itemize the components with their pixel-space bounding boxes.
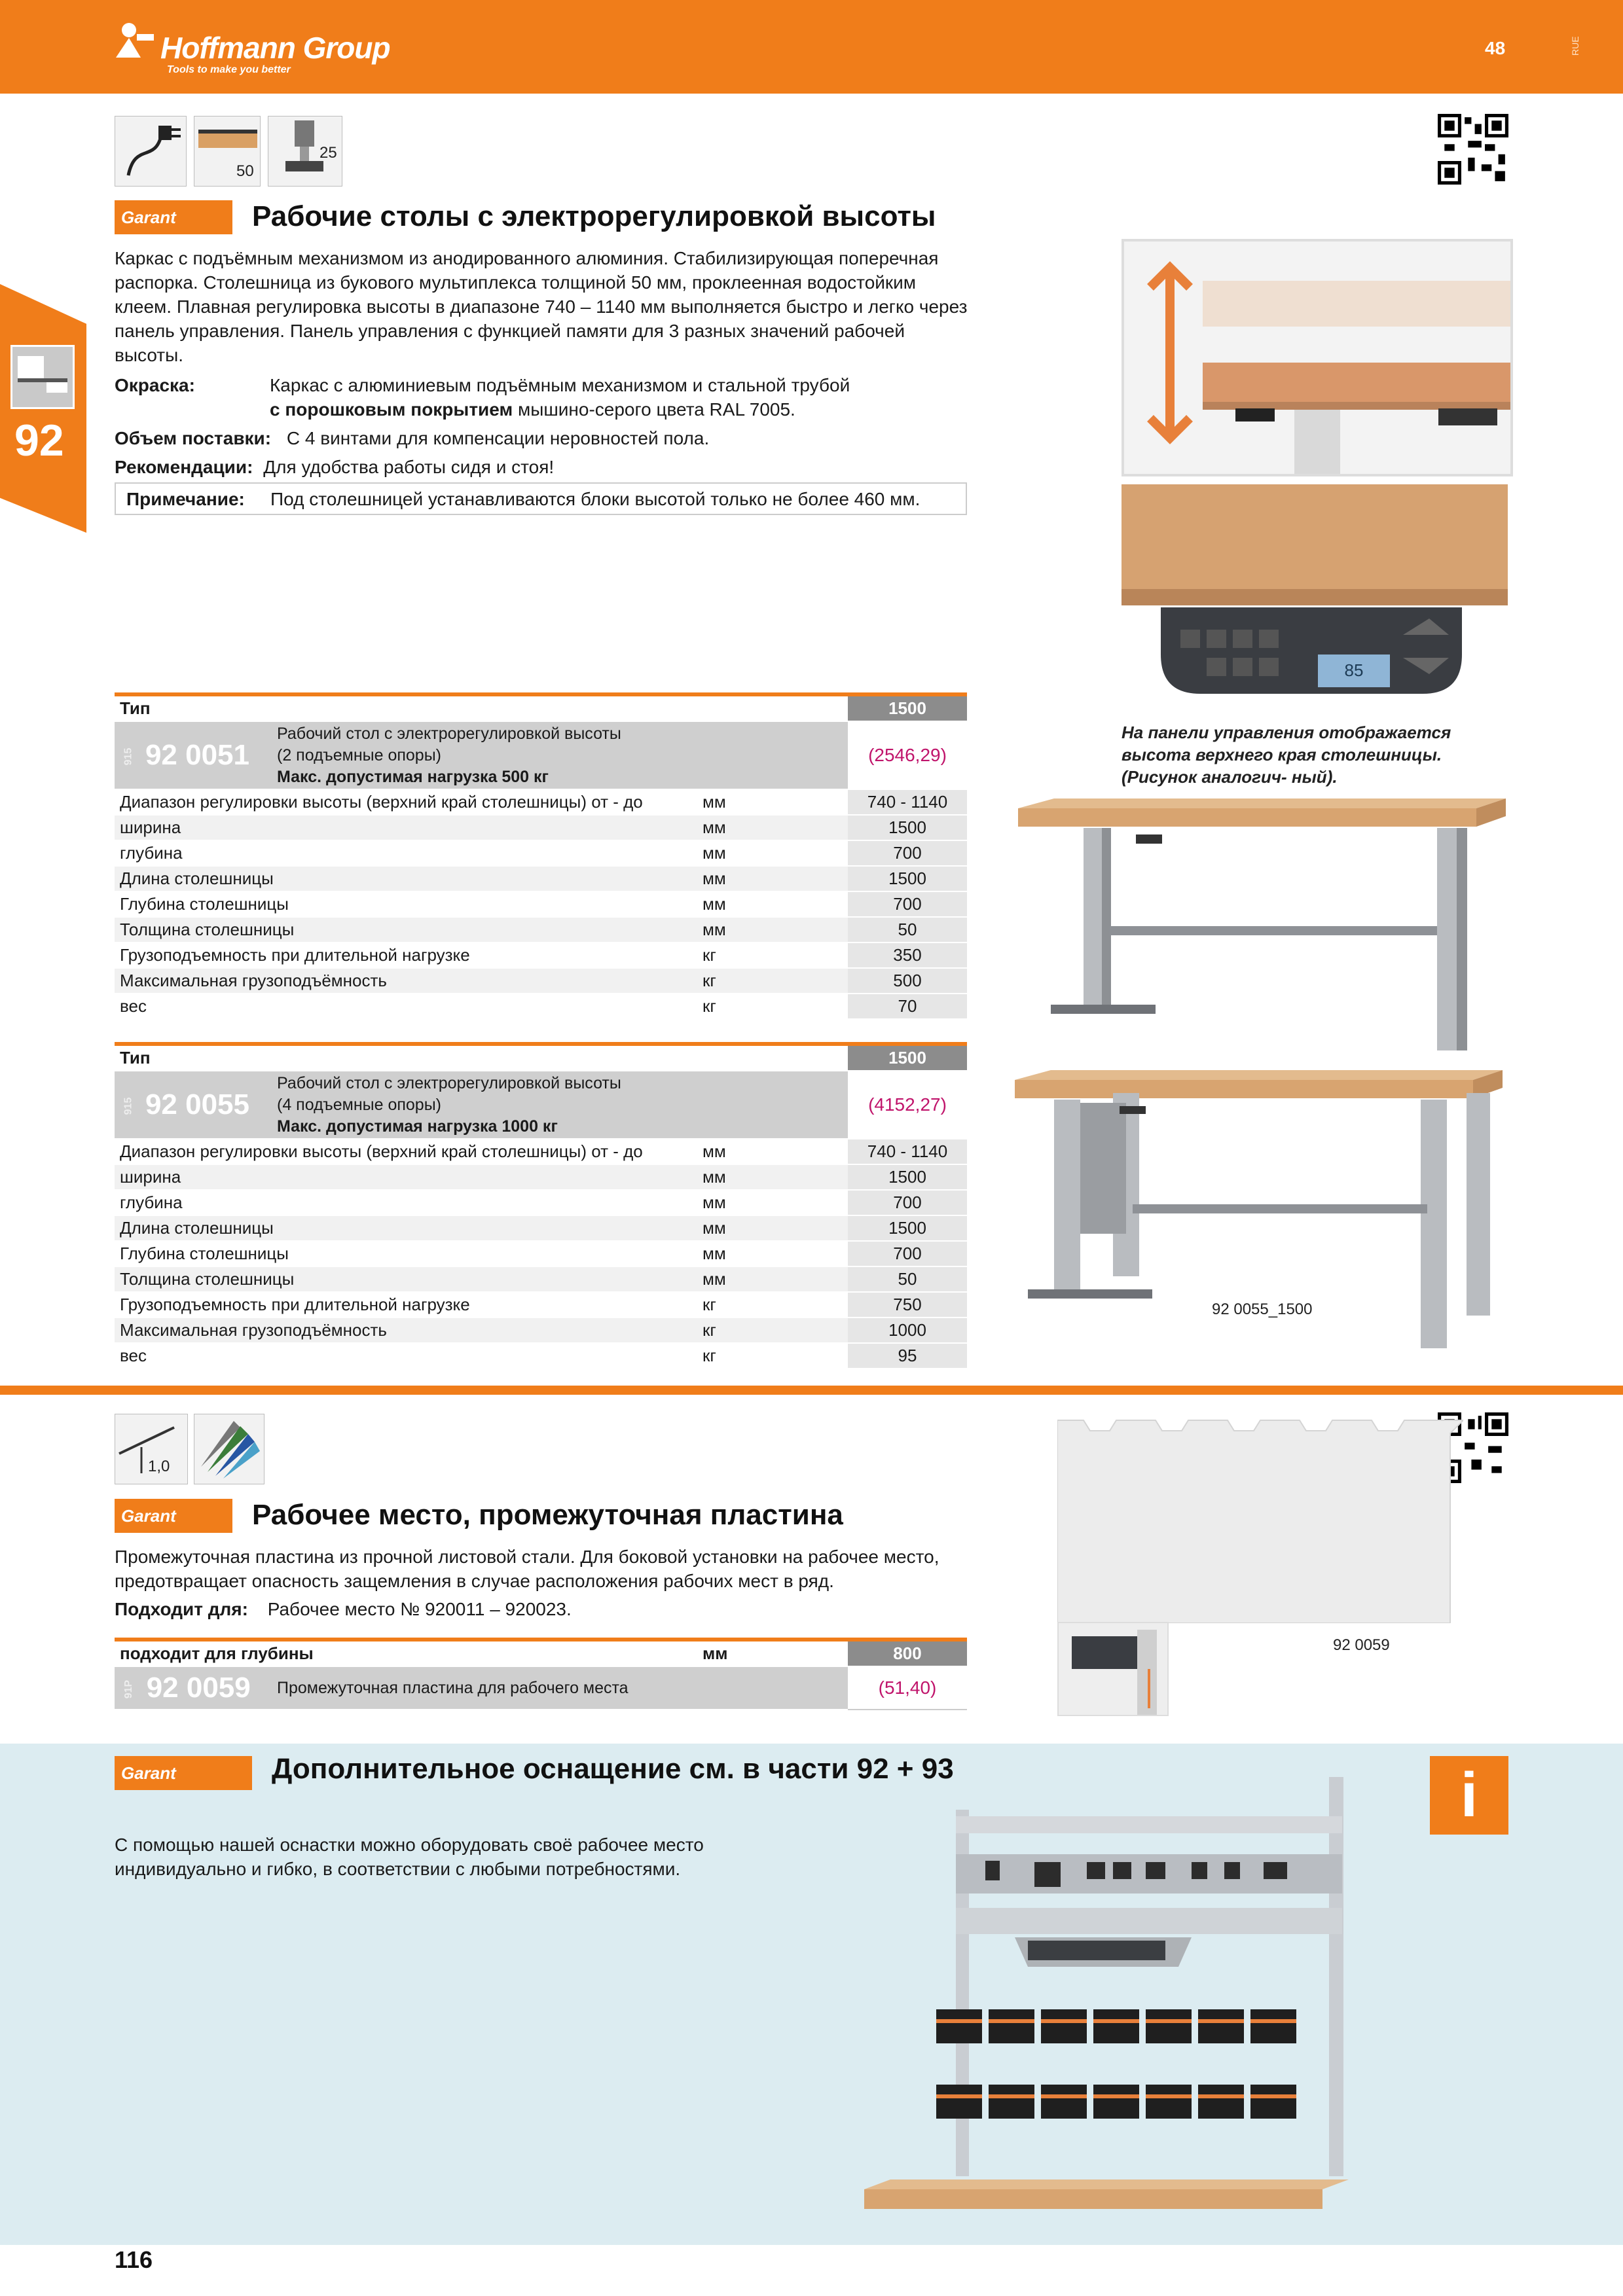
garant-badge: [115, 200, 232, 234]
spec-value: 740 - 1140: [848, 789, 967, 815]
product-title: Рабочее место, промежуточная пластина: [252, 1499, 843, 1531]
spec-row: [115, 891, 967, 917]
paint-text-bold: с порошковым покрытием: [270, 399, 513, 420]
spec-value: 1500: [848, 815, 967, 840]
spec-label: Грузоподъемность при длительной нагрузке: [115, 1292, 697, 1318]
info-text: С помощью нашей оснастки можно оборудовать своё рабочее место индивидуально и гибко, в соответствии с любыми потребностями.: [115, 1835, 704, 1879]
delivery-line: [115, 426, 709, 450]
spec-row: [115, 1292, 967, 1318]
page-number: 116: [115, 2246, 153, 2273]
spec-value: 740 - 1140: [848, 1139, 967, 1164]
spec-row: [115, 917, 967, 942]
spec-label: глубина: [115, 1190, 697, 1215]
product-title: Рабочие столы с электрорегулировкой высоты: [252, 200, 936, 232]
note-text: Под столешницей устанавливаются блоки высотой только не более 460 мм.: [270, 489, 921, 509]
type-header-row: [115, 1044, 967, 1071]
spec-label: ширина: [115, 815, 697, 840]
spec-unit: кг: [697, 1292, 848, 1318]
spec-label: вес: [115, 994, 697, 1019]
spec-label: Максимальная грузоподъёмность: [115, 1318, 697, 1343]
code-prefix: 91P: [123, 1680, 135, 1699]
spec-value: 1500: [848, 1164, 967, 1190]
spec-label: Толщина столешницы: [115, 917, 697, 942]
fits-line: [115, 1597, 572, 1621]
spec-value: 700: [848, 840, 967, 866]
spec-row: [115, 1164, 967, 1190]
spec-value: 350: [848, 942, 967, 968]
spec-label: Длина столешницы: [115, 1215, 697, 1241]
spec-value: 700: [848, 891, 967, 917]
spec-row: [115, 968, 967, 994]
spec-row: [115, 1190, 967, 1215]
spec-row: [115, 994, 967, 1019]
spec-unit: мм: [697, 891, 848, 917]
spec-value: 50: [848, 917, 967, 942]
product-description: Промежуточная пластина из прочной листовой стали. Для боковой установки на рабочее место, предотвращает опасность защемления в случае расположения рабочих мест в ряд.: [115, 1547, 939, 1591]
spec-label: Длина столешницы: [115, 866, 697, 891]
spec-value: 1500: [848, 1215, 967, 1241]
spec-table-2: [115, 1042, 967, 1369]
garant-badge-label: Garant: [121, 1506, 176, 1526]
spec-unit: мм: [697, 815, 848, 840]
type-value: 1500: [848, 1044, 967, 1071]
spec-value: 1000: [848, 1318, 967, 1343]
spec-value: 95: [848, 1343, 967, 1369]
info-icon: i: [1430, 1756, 1508, 1835]
spec-label: Глубина столешницы: [115, 1241, 697, 1266]
depth-header-row: [115, 1640, 967, 1666]
spec-table-1: [115, 692, 967, 1020]
workstation-accessories-image: [864, 1770, 1362, 2222]
info-band: [0, 1744, 1623, 2245]
spec-value: 1500: [848, 866, 967, 891]
qr-code-icon[interactable]: [1438, 114, 1508, 185]
power-plug-icon: [115, 116, 187, 187]
article-row[interactable]: [115, 721, 967, 789]
workbench-4-legs-image: [1015, 1054, 1519, 1381]
type-label: Тип: [115, 694, 848, 721]
spec-value: 700: [848, 1190, 967, 1215]
spec-unit: кг: [697, 942, 848, 968]
info-title: Дополнительное оснащение см. в части 92 + 93: [272, 1753, 954, 1785]
depth-unit: мм: [697, 1640, 848, 1666]
type-header-row: [115, 694, 967, 721]
article-name-cell: [272, 1071, 848, 1139]
workbench-2-legs-image: [1018, 782, 1516, 1057]
spec-row: [115, 1318, 967, 1343]
spec-row: [115, 1343, 967, 1369]
paint-text: [270, 373, 964, 422]
spec-label: глубина: [115, 840, 697, 866]
paint-label: Окраска:: [115, 375, 195, 395]
article-price: (4152,27): [848, 1071, 967, 1139]
spec-label: ширина: [115, 1164, 697, 1190]
article-name: Промежуточная пластина для рабочего места: [272, 1666, 848, 1710]
panel-caption: На панели управления отображается высота верхнего края столешницы. (Рисунок аналогич- ный).: [1122, 723, 1451, 787]
spec-label: Глубина столешницы: [115, 891, 697, 917]
spec-row: [115, 1139, 967, 1164]
spec-unit: мм: [697, 917, 848, 942]
plate-detail-image: [1057, 1622, 1169, 1716]
article-cell: [115, 1071, 272, 1139]
depth-label: подходит для глубины: [115, 1640, 697, 1666]
intermediate-plate-image: [1057, 1414, 1463, 1623]
garant-badge: [115, 1499, 232, 1533]
locale-code: RUE: [1570, 36, 1580, 56]
spec-unit: кг: [697, 1318, 848, 1343]
tabletop-thickness-icon: [194, 116, 261, 187]
spec-label: Диапазон регулировки высоты (верхний край столешницы) от - до: [115, 1139, 697, 1164]
garant-badge-label: Garant: [121, 207, 176, 227]
fits-label: Подходит для:: [115, 1599, 248, 1619]
article-number: 92 0055: [145, 1088, 249, 1121]
sheet-thickness-icon: [115, 1414, 188, 1484]
spec-unit: кг: [697, 994, 848, 1019]
section-number: 48: [1485, 38, 1506, 58]
article-name-2: (4 подъемные опоры): [277, 1095, 441, 1114]
foot-height-label: 25: [319, 144, 337, 162]
spec-label: Максимальная грузоподъёмность: [115, 968, 697, 994]
brand-tagline: Tools to make you better: [167, 64, 291, 75]
brand-name: Hoffmann Group: [160, 31, 390, 65]
spec-unit: мм: [697, 840, 848, 866]
spec-row: [115, 1215, 967, 1241]
spec-row: [115, 789, 967, 815]
recommend-line: [115, 455, 554, 479]
display-readout: 85: [1344, 660, 1364, 680]
spec-row: [115, 840, 967, 866]
fits-text: Рабочее место № 920011 – 920023.: [267, 1599, 572, 1619]
paint-text-2: мышино-серого цвета RAL 7005.: [517, 399, 795, 420]
workbench-icon: [10, 345, 75, 409]
article-row[interactable]: [115, 1666, 967, 1710]
recommend-text: Для удобства работы сидя и стоя!: [263, 457, 555, 477]
control-panel-image: [1122, 484, 1508, 700]
spec-value: 70: [848, 994, 967, 1019]
code-prefix: 915: [122, 748, 134, 766]
spec-row: [115, 815, 967, 840]
spec-row: [115, 942, 967, 968]
spec-row: [115, 1241, 967, 1266]
article-number: 92 0059: [146, 1672, 251, 1704]
spec-label: Толщина столешницы: [115, 1266, 697, 1292]
spec-unit: кг: [697, 1343, 848, 1369]
thickness-label: 50: [236, 162, 254, 180]
sheet-thickness-label: 1,0: [148, 1458, 170, 1475]
chapter-number: 92: [14, 416, 64, 465]
spec-unit: мм: [697, 1139, 848, 1164]
article-name-3: Макс. допустимая нагрузка 500 кг: [277, 767, 549, 786]
color-swatches-icon: [194, 1414, 264, 1484]
spec-unit: мм: [697, 1164, 848, 1190]
spec-unit: мм: [697, 789, 848, 815]
spec-value: 50: [848, 1266, 967, 1292]
garant-badge-label: Garant: [121, 1763, 176, 1783]
article-name-3: Макс. допустимая нагрузка 1000 кг: [277, 1117, 558, 1136]
spec-unit: мм: [697, 1266, 848, 1292]
spec-label: вес: [115, 1343, 697, 1369]
spec-unit: мм: [697, 1190, 848, 1215]
image-caption: 92 0055_1500: [1212, 1300, 1313, 1318]
article-cell: [115, 1666, 272, 1710]
spec-value: 500: [848, 968, 967, 994]
code-prefix: 915: [122, 1098, 134, 1115]
image-caption: 92 0059: [1333, 1636, 1390, 1654]
leveling-foot-icon: [268, 116, 342, 187]
spec-unit: мм: [697, 1241, 848, 1266]
depth-value: 800: [848, 1640, 967, 1666]
spec-row: [115, 1266, 967, 1292]
recommend-label: Рекомендации:: [115, 457, 253, 477]
note-box: [115, 482, 967, 515]
section-divider: [0, 1386, 1623, 1395]
article-name-1: Рабочий стол с электрорегулировкой высоты: [277, 724, 621, 743]
spec-unit: мм: [697, 1215, 848, 1241]
article-price: (2546,29): [848, 721, 967, 789]
spec-unit: мм: [697, 866, 848, 891]
delivery-text: С 4 винтами для компенсации неровностей пола.: [286, 428, 710, 448]
product-description: Каркас с подъёмным механизмом из анодированного алюминия. Стабилизирующая поперечная распорка. Столешница из букового мультиплекса толщиной 50 мм, проклеенная водостойким клеем. Плавная регулировка высоты в диапазоне 740 – 1140 мм выполняется быстро и легко через панель управления. Панель управления с функцией памяти для 3 разных значений рабочей высоты.: [115, 248, 968, 365]
type-value: 1500: [848, 694, 967, 721]
article-row[interactable]: [115, 1071, 967, 1139]
article-price: (51,40): [848, 1666, 967, 1710]
article-name-cell: [272, 721, 848, 789]
type-label: Тип: [115, 1044, 848, 1071]
spec-row: [115, 866, 967, 891]
height-adjust-image: [1122, 239, 1513, 476]
brand-logo-icon: [115, 20, 155, 59]
garant-badge: [115, 1756, 252, 1790]
article-cell: [115, 721, 272, 789]
article-name-2: (2 подъемные опоры): [277, 745, 441, 764]
spec-label: Грузоподъемность при длительной нагрузке: [115, 942, 697, 968]
spec-unit: кг: [697, 968, 848, 994]
spec-table-3: [115, 1638, 967, 1710]
article-number: 92 0051: [145, 739, 249, 771]
spec-value: 700: [848, 1241, 967, 1266]
delivery-label: Объем поставки:: [115, 428, 272, 448]
article-name-1: Рабочий стол с электрорегулировкой высоты: [277, 1073, 621, 1092]
spec-label: Диапазон регулировки высоты (верхний край столешницы) от - до: [115, 789, 697, 815]
paint-text-1: Каркас с алюминиевым подъёмным механизмом и стальной трубой: [270, 375, 850, 395]
note-label: Примечание:: [126, 489, 245, 509]
spec-value: 750: [848, 1292, 967, 1318]
